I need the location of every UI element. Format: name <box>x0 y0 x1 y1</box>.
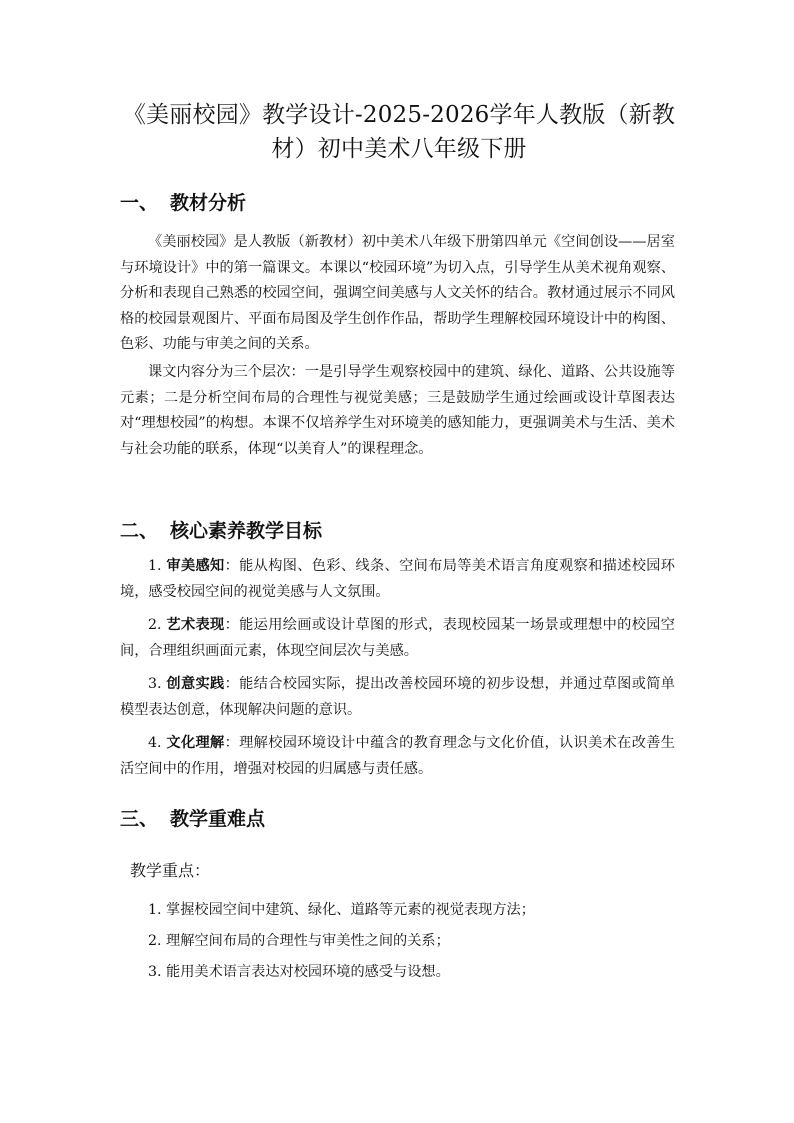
objective-number: 3. <box>148 676 162 692</box>
document-title: 《美丽校园》教学设计-2025-2026学年人教版（新教材）初中美术八年级下册 <box>122 102 676 162</box>
list-item: 3. 能用美术语言表达对校园环境的感受与设想。 <box>148 964 450 980</box>
subheading-key-points: 教学重点： <box>130 861 211 880</box>
objective-label: 文化理解 <box>166 735 225 751</box>
objective-label: 创意实践 <box>166 676 225 692</box>
section-number: 一、 <box>120 192 159 214</box>
section-heading-analysis <box>120 190 246 216</box>
objective-text: ：能从构图、色彩、线条、空间布局等美术语言角度观察和描述校园环境，感受校园空间的视觉美感与人文氛围。 <box>120 558 675 600</box>
section-title: 核心素养教学目标 <box>170 520 323 542</box>
objective-item <box>120 731 675 782</box>
section-title: 教学重难点 <box>170 808 266 830</box>
objective-number: 2. <box>148 617 162 633</box>
objective-text: ：理解校园环境设计中蕴含的教育理念与文化价值，认识美术在改善生活空间中的作用，增强对校园的归属感与责任感。 <box>120 735 675 777</box>
section-heading-objectives <box>120 518 322 544</box>
paragraph: 课文内容分为三个层次：一是引导学生观察校园中的建筑、绿化、道路、公共设施等元素；二是分析空间布局的合理性与视觉美感；三是鼓励学生通过绘画或设计草图表达对“理想校园”的构想。本课不仅培养学生对环境美的感知能力，更强调美术与生活、美术与社会功能的联系，体现“以美育人”的课程理念。 <box>120 364 675 457</box>
objective-item <box>120 554 675 605</box>
objective-text: ：能运用绘画或设计草图的形式，表现校园某一场景或理想中的校园空间，合理组织画面元素，体现空间层次与美感。 <box>120 617 675 659</box>
list-item: 2. 理解空间布局的合理性与审美性之间的关系； <box>148 933 450 949</box>
objective-text: ：能结合校园实际，提出改善校园环境的初步设想，并通过草图或简单模型表达创意，体现解决问题的意识。 <box>120 676 675 718</box>
section-number: 二、 <box>120 520 159 542</box>
objective-label: 艺术表现 <box>166 617 225 633</box>
objective-item <box>120 672 675 723</box>
list-item: 1. 掌握校园空间中建筑、绿化、道路等元素的视觉表现方法； <box>148 902 535 918</box>
objective-number: 1. <box>148 558 162 574</box>
paragraph: 《美丽校园》是人教版（新教材）初中美术八年级下册第四单元《空间创设——居室与环境设计》中的第一篇课文。本课以“校园环境”为切入点，引导学生从美术视角观察、分析和表现自己熟悉的校园空间，强调空间美感与人文关怀的结合。教材通过展示不同风格的校园景观图片、平面布局图及学生创作作品，帮助学生理解校园环境设计中的构图、色彩、功能与审美之间的关系。 <box>120 234 675 353</box>
section-number: 三、 <box>120 808 159 830</box>
section-heading-key-points <box>120 806 265 832</box>
objective-label: 审美感知 <box>166 558 225 574</box>
objective-item <box>120 613 675 664</box>
section-title: 教材分析 <box>170 192 247 214</box>
objective-number: 4. <box>148 735 162 751</box>
